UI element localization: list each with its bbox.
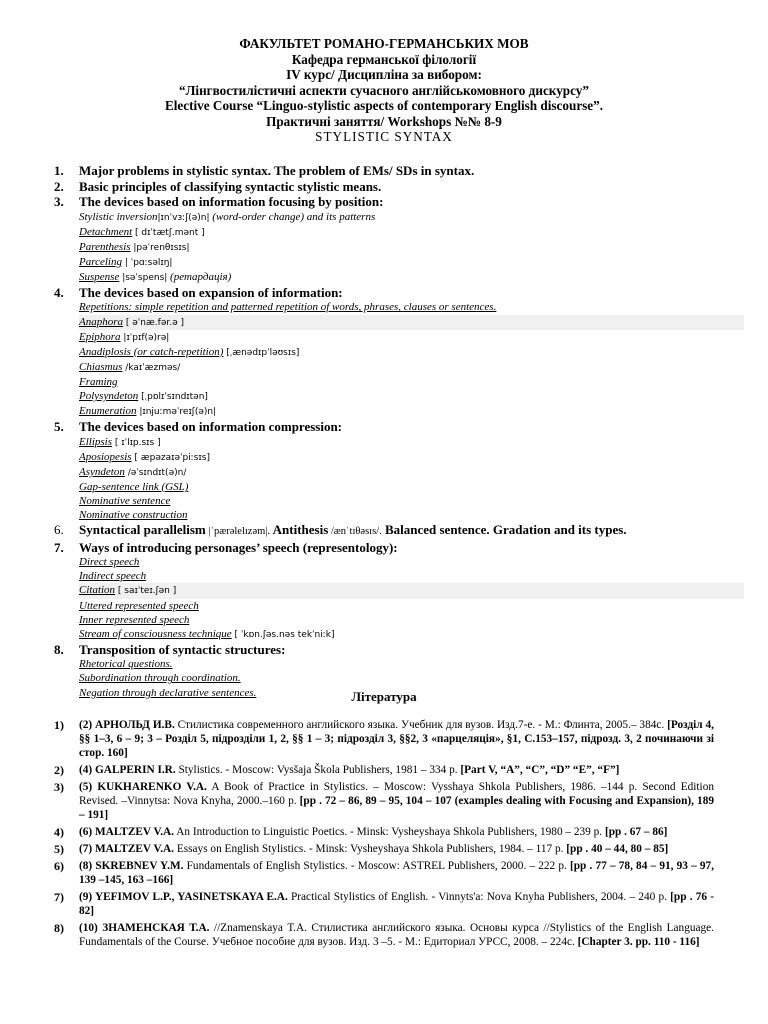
term-item — [79, 450, 724, 465]
term-item — [79, 494, 724, 508]
section-title: Basic principles of classifying syntactic stylistic means. — [79, 178, 382, 194]
section-heading — [54, 285, 724, 301]
reference-number: 1) — [54, 718, 64, 732]
term-item — [79, 627, 724, 642]
phonetic-transcription: |ɪnˈvɜːʃ(ə)n| — [157, 212, 210, 223]
reference-bold-text: [Part V, “A”, “C”, “D” “E”, “F”] — [460, 764, 620, 776]
reference-bold-text: [pp . 77 – 78, 84 – 91, 93 – 97, 139 –145, 163 –166] — [79, 860, 715, 886]
phonetic-transcription: |pəˈrenθɪsɪs| — [130, 242, 190, 253]
term-name: Parenthesis — [79, 240, 131, 253]
reference-bold-text: [pp . 40 – 44, 80 – 85] — [566, 843, 669, 855]
section-title: Transposition of syntactic structures: — [79, 641, 286, 657]
term-name: Stylistic inversion — [79, 210, 158, 223]
reference-item — [54, 842, 714, 856]
phonetic-transcription: |ˈpærəlelɪzəm|. — [205, 526, 273, 538]
reference-item — [54, 763, 714, 777]
term-list — [79, 210, 724, 285]
term-name: Parceling — [79, 255, 122, 268]
phonetic-transcription: |ɪnjuːməˈreɪʃ(ə)n| — [136, 407, 217, 418]
reference-bold-text: [pp . 72 – 86, 89 – 95, 104 – 107 (examples dealing with Focusing and Expansion), 189 – 191] — [79, 795, 714, 821]
reference-bold-text: [Розділ 4, §§ 1–3, 6 – 9; 3 – Розділ 5, підрозділи 1, 2, §§ 1 – 3; підрозділ 3, §§2, 3 «парцеляція», §1, С.153–157, підрозд. 3, 2 починаючи зі стор. 160] — [79, 719, 714, 759]
phonetic-transcription: [ saɪˈteɪ.ʃən ] — [115, 586, 177, 597]
reference-number: 3) — [54, 780, 64, 794]
reference-bold-text: (6) MALTZEV V.A. — [79, 826, 175, 838]
reference-bold-text: (8) SKREBNEV Y.M. — [79, 860, 184, 872]
term-name: Chiasmus — [79, 360, 123, 373]
term-list — [79, 555, 724, 642]
topics-list — [54, 163, 724, 700]
term-item — [79, 657, 724, 671]
term-name: Polysyndeton — [79, 390, 139, 403]
reference-number: 7) — [54, 890, 64, 904]
section-title: Ways of introducing personages’ speech (representology): — [79, 539, 398, 555]
reference-bold-text: [pp . 67 – 86] — [604, 826, 668, 838]
term-item — [79, 480, 724, 494]
term-list — [79, 300, 724, 419]
term-item — [79, 599, 724, 613]
phonetic-transcription: |səˈspens| — [119, 272, 168, 283]
term-item — [79, 225, 724, 240]
term-item — [79, 569, 724, 583]
phonetic-transcription: |ɪˈpɪf(ə)rə| — [120, 332, 170, 343]
term-item — [79, 613, 724, 627]
reference-bold-text: (5) KUKHARENKO V.A. — [79, 781, 207, 793]
literature-heading: Література — [351, 689, 417, 704]
term-name: Suspense — [79, 270, 120, 283]
section-heading — [54, 642, 724, 658]
reference-number: 2) — [54, 763, 64, 777]
reference-bold-text: (2) АРНОЛЬД И.В. — [79, 719, 175, 731]
term-item — [79, 508, 724, 522]
term-name: Gap-sentence link (GSL) — [79, 481, 189, 493]
section-heading — [54, 179, 724, 195]
term-item — [79, 389, 724, 404]
term-name: Citation — [79, 584, 116, 597]
term-note: (ретардація) — [167, 270, 232, 283]
term-item — [79, 330, 724, 345]
term-name: Ellipsis — [79, 435, 113, 448]
phonetic-transcription: /kaɪˈæzməs/ — [122, 362, 181, 373]
reference-item — [54, 859, 714, 887]
workshops-line: Практичні заняття/ Workshops №№ 8-9 — [266, 113, 502, 129]
term-item — [79, 360, 724, 375]
reference-bold-text: (10) ЗНАМЕНСКАЯ Т.А. — [79, 922, 210, 934]
reference-item — [54, 825, 714, 839]
phonetic-transcription: [ ˈkɒn.ʃəs.nəs tekˈniːk] — [231, 629, 335, 640]
term-item — [79, 300, 724, 314]
course-title-ua: “Лінгвостилістичні аспекти сучасного англійськомовного дискурсу” — [178, 82, 589, 98]
term-item — [79, 465, 724, 480]
references-list — [54, 718, 714, 952]
term-note: (word-order change) and its patterns — [209, 210, 376, 223]
course-line: IV курс/ Дисципліна за вибором: — [286, 67, 482, 82]
term-item — [79, 270, 724, 285]
section-number: 1. — [54, 163, 64, 178]
reference-text: Essays on English Stylistics. - Minsk: Vysheyshaya Shkola Publishers, 1984. – 117 p. — [174, 843, 567, 855]
reference-text: An Introduction to Linguistic Poetics. - Minsk: Vysheyshaya Shkola Publishers, 1980 – 239 p. — [174, 826, 605, 838]
phonetic-transcription: /əˈsɪndɪt(ə)n/ — [124, 467, 187, 478]
section-title: Syntactical parallelism — [79, 522, 206, 538]
term-name: Indirect speech — [79, 570, 147, 583]
reference-number: 4) — [54, 825, 64, 839]
section-heading — [54, 419, 724, 435]
term-name: Nominative sentence — [79, 495, 171, 508]
phonetic-transcription: [ˌænədɪpˈləʊsɪs] — [223, 347, 300, 358]
faculty-title: ФАКУЛЬТЕТ РОМАНО-ГЕРМАНСЬКИХ МОВ — [239, 36, 529, 51]
phonetic-transcription: [ ɪˈlɪp.sɪs ] — [112, 437, 161, 448]
section-heading — [54, 194, 724, 210]
phonetic-transcription: [ æpəzaɪəˈpiːsɪs] — [131, 452, 210, 463]
section-number: 7. — [54, 539, 64, 555]
term-item — [79, 255, 724, 270]
department-title: Кафедра германської філології — [291, 51, 477, 67]
section-heading — [54, 522, 724, 540]
section-number: 6. — [54, 522, 64, 538]
term-item — [79, 210, 724, 225]
term-name: Asyndeton — [79, 465, 125, 478]
topic-title: STYLISTIC SYNTAX — [315, 129, 453, 144]
phonetic-transcription: [ dɪˈtætʃ.mənt ] — [132, 227, 205, 238]
section-number: 4. — [54, 284, 64, 300]
term-name: Direct speech — [79, 556, 140, 569]
reference-text: Стилистика современного английского языка. Учебник для вузов. Изд.7-е. - М.: Флинта, 2005.– 384с. — [174, 719, 668, 731]
term-item — [79, 315, 744, 330]
reference-number: 5) — [54, 842, 64, 856]
term-name: Epiphora — [79, 330, 121, 343]
phonetic-transcription: [ˌpɒlɪˈsɪndɪtən] — [138, 392, 208, 403]
phonetic-transcription: /ænˈtɪθəsɪs/. — [328, 526, 382, 538]
reference-item — [54, 718, 714, 760]
course-title-en: Elective Course “Linguo-stylistic aspects of contemporary English discourse”. — [164, 98, 604, 113]
section-title: Balanced sentence. Gradation and its types. — [381, 522, 627, 538]
term-name: Repetitions: simple repetition and patterned repetition of words, phrases, clauses or sentences. — [79, 301, 497, 314]
term-name: Nominative construction — [79, 509, 188, 522]
reference-number: 6) — [54, 859, 64, 873]
term-item — [79, 404, 724, 419]
reference-bold-text: (9) YEFIMOV L.P., YASINETSKAYA E.A. — [79, 891, 288, 903]
reference-item — [54, 780, 714, 822]
section-number: 3. — [54, 194, 64, 209]
term-item — [79, 671, 724, 685]
phonetic-transcription: | ˈpɑːsəlɪŋ| — [121, 257, 173, 268]
term-item — [79, 345, 724, 360]
term-name: Anaphora — [79, 315, 123, 328]
term-name: Subordination through coordination. — [79, 672, 241, 685]
section-title: The devices based on expansion of information: — [79, 284, 343, 300]
reference-bold-text: [pp . 76 - 82] — [79, 891, 714, 917]
section-heading — [54, 163, 724, 179]
term-name: Rhetorical questions. — [79, 658, 173, 671]
section-title: Major problems in stylistic syntax. The problem of EMs/ SDs in syntax. — [79, 163, 475, 178]
section-number: 2. — [54, 178, 64, 194]
reference-text: Practical Stylistics of English. - Vinnyts'a: Nova Knyha Publishers, 2004. – 240 p. — [287, 891, 671, 903]
reference-number: 8) — [54, 921, 64, 935]
term-name: Framing — [79, 375, 118, 388]
term-list — [79, 435, 724, 523]
term-item — [79, 583, 744, 598]
term-item — [79, 375, 724, 389]
reference-item — [54, 921, 714, 949]
term-name: Negation through declarative sentences. — [79, 686, 257, 699]
reference-text: Stylistics. - Moscow: Vysšaja Školа Publishers, 1981 – 334 р. — [175, 764, 461, 776]
phonetic-transcription: [ əˈnæ.fər.ə ] — [123, 317, 184, 328]
term-item — [79, 555, 724, 569]
reference-bold-text: [Chapter 3. pp. 110 - 116] — [577, 936, 700, 948]
reference-text: A Book of Practice in Stylistics. – Moscow: Vysshaya Shkola Publishers, 1986. –144 p. Second Edition Revised. –Vinnytsa: Nova Knyha, 2000.–160 p. — [79, 781, 714, 807]
term-name: Aposiopesis — [79, 450, 132, 463]
term-name: Detachment — [79, 225, 133, 238]
section-heading — [54, 540, 724, 556]
term-item — [79, 435, 724, 450]
section-number: 5. — [54, 419, 64, 435]
term-name: Inner represented speech — [79, 613, 190, 626]
term-name: Uttered represented speech — [79, 599, 199, 612]
section-number: 8. — [54, 641, 64, 657]
term-item — [79, 240, 724, 255]
reference-bold-text: (4) GALPERIN I.R. — [79, 764, 176, 776]
reference-text: //Znamenskaya Т.А. Стилистика английского языка. Основы курса //Stylistics of the English Language. Fundamentals of the Course. Учебное пособие для вузов. Изд. 3 –5. - М.: Едиториал УРСС, 2008. – 224с. — [79, 922, 714, 948]
term-name: Anadiplosis (or catch-repetition) — [79, 345, 224, 358]
section-title: Antithesis — [272, 522, 329, 538]
section-title: The devices based on information focusing by position: — [79, 194, 384, 209]
term-name: Stream of consciousness technique — [79, 627, 232, 640]
reference-bold-text: (7) MALTZEV V.A. — [79, 843, 175, 855]
section-title: The devices based on information compression: — [79, 419, 343, 435]
reference-text: Fundamentals of English Stylistics. - Moscow: ASTREL Publishers, 2000. – 222 p. — [183, 860, 571, 872]
term-name: Enumeration — [79, 405, 137, 418]
document-header — [0, 36, 768, 145]
reference-item — [54, 890, 714, 918]
